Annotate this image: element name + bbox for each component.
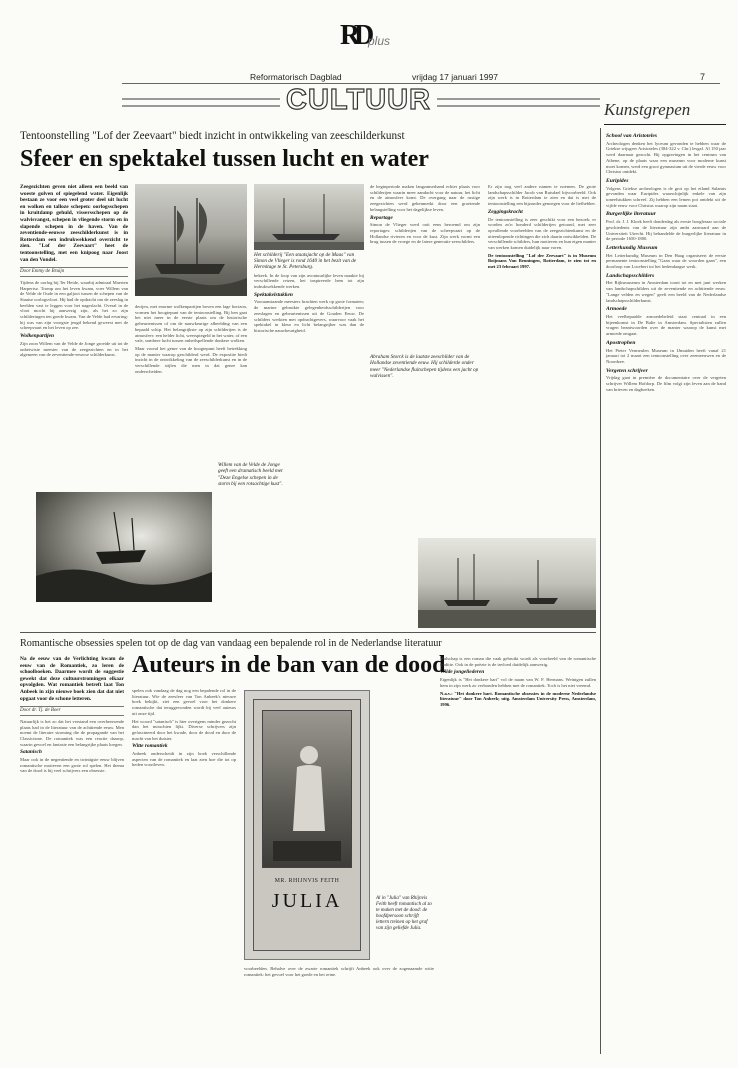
- sidebar-title-landschapsschilders: Landschapsschilders: [606, 272, 655, 279]
- painting-zeegezicht: [254, 184, 364, 250]
- logo-d: D: [354, 20, 375, 51]
- article1-col5-text2: De tentoonstelling is zeer geschikt voor een bezoek: er worden zo'n honderd schilderijen getoond, met zeer opvallende voorbeelden van de zeegezichtenkunst en de uiteenlopende richtingen die zich daarin ontwikkelden. De verschillende schilders, hun motieven en hun eigen manier van werken komen duidelijk naar voren.: [488, 216, 596, 251]
- article1-col5: [488, 184, 596, 404]
- masthead: [0, 0, 738, 130]
- paper-name: Reformatorisch Dagblad: [250, 72, 342, 82]
- book-cover-julia: [244, 690, 370, 960]
- article1-col4-text: de beginperiode maken langzamerhand echter plaats voor schilderijen waarin meer aandacht voor de natuur, het licht en de atmosfeer komt. De overgang naar de rustige zeegezichten werd gekenmerkt door een groeiende belangstelling voor het dagelijkse leven.: [370, 184, 480, 212]
- section-bar: [122, 86, 600, 118]
- article2-col4: [440, 656, 596, 1051]
- article1-col4-text2: Simon de Vlieger werd ooit eens beroemd om zijn reportages: schilderijen van de scheepvaart op de Hollandse rivieren en voor de kust. Zijn werk vormt een brug tussen de vroege en de latere generatie zeeschilders.: [370, 222, 480, 245]
- article-separator: [20, 632, 596, 633]
- painting-storm: [36, 492, 212, 602]
- sidebar-text-euripides: Volgens Griekse archeologen is de grot op het eiland Salamis gevonden waar Euripides waarschijnlijk enkele van zijn toneelstukken schreef. Zij hebben een lemen pot ontdekt uit de vijfde eeuw voor Christus waarop zijn naam staat.: [606, 185, 726, 208]
- sidebar-divider: [600, 128, 601, 1054]
- sidebar-title-vergeten-schrijver: Vergeten schrijver: [606, 367, 648, 374]
- article2-col1-text: Natuurlijk is het zo dat het verstand een overheersende plaats had in de literatuur van de achttiende eeuw. Men noemt de literaire stroming die de propagande van het Classicisme. De romantiek was een reactie daarop, waarin gevoel en fantasie een belangrijke plaats kregen.: [20, 718, 124, 747]
- logo: [340, 20, 400, 58]
- logo-plus: plus: [368, 34, 391, 48]
- article2-col3-text: voorbeelden. Behalve over de zwarte romantiek schrijft Anbeek ook over de zogenaamde witte romantiek: het gevoel voor het goede en het reine.: [244, 966, 434, 977]
- article1-sub-spektakelstukken: Spektakelstukken: [254, 291, 293, 298]
- article1-sub-zeggingskracht: Zeggingskracht: [488, 208, 523, 215]
- article1-caption-storm: Willem van de Velde de Jonge geeft een dramatisch beeld met "Deze Engelse schepen in de storm bij een rotsachtige kust".: [218, 462, 283, 488]
- figure-illustration: [263, 711, 351, 867]
- article1-col2-text2: Maar vooral het genre van de hoogtepunt heeft betrekking op de manier waarop geschilderd werd. De expositie biedt inzicht in de ontwikkeling van de zeeschilderkunst en in de verschillende stijlen die men in dat genre kan onderscheiden.: [135, 345, 247, 374]
- article2-col2: [132, 688, 236, 1051]
- book-cover-title: JULIA: [271, 890, 343, 912]
- sidebar-title-burgerlijke-literatuur: Burgerlijke literatuur: [606, 211, 656, 218]
- article1-col4: [370, 184, 480, 344]
- article2-col4-text2: Eigenlijk is "Het donkere hart" vol de naam van W. F. Hermans. Weinigen zullen hem in zijn werk zo verbonden hebben met de romantiek. Toch is het niet vreemd.: [440, 677, 596, 688]
- ship-illustration: [254, 184, 364, 250]
- painting-fluitschepen: [418, 538, 596, 628]
- article1-sub-wolkenpartijen: Wolkenpartijen: [20, 333, 55, 340]
- article1-col1-text2: Zijn zoon Willem van de Velde de Jonge groeide uit tot de onbetwiste meester van de zeegezichten en in het algemeen van de zeventiende-eeuwse schilderkunst.: [20, 340, 128, 358]
- article-romantiek: [20, 634, 596, 1054]
- ship-illustration: [418, 538, 596, 628]
- article1-byline: Door Emmy de Bruijn: [20, 267, 128, 277]
- ship-illustration: [36, 492, 212, 602]
- sidebar-text-burgerlijke-literatuur: Prof. dr. J. J. Kloek heeft donderdag als eerste hoogleraar sociale geschiedenis van de literatuur zijn ambt aanvaard aan de Universiteit Utrecht. Hij behandelde de burgerlijke literatuur in de periode 1650-1800.: [606, 219, 726, 242]
- page-number: 7: [700, 72, 706, 82]
- book-cover-author: MR. RHIJNVIS FEITH: [274, 878, 340, 884]
- sidebar-text-armoede: Het veelbepaalde armoedebeleid staat centraal in een bijeenkomst in De Balie in Amsterdam. Specialisten zullen vragen beantwoorden over de manier waarop de kunst met armoede omgaat.: [606, 313, 726, 337]
- article1-col1: [20, 184, 128, 489]
- sidebar-text-aristoteles: Archeologen denken het lyceum gevonden te hebben waar de Griekse wijsgeer Aristoteles (384-322 v. Chr.) lesgaf. Al 150 jaar werd daarnaar gezocht. Bij opgravingen in het centrum van Athene, op de plaats waar een museum voor moderne kunst moet komen, werd een groot gymnasium uit de vierde eeuw voor Christus ontdekt.: [606, 140, 726, 175]
- article-zeevaart: [20, 128, 596, 628]
- article1-col2: [135, 304, 247, 426]
- article1-col2-text: derijen, met enorme wolkenpartijen boven een lage horizon, vormen het hoogtepunt van de tentoonstelling. Bij hen gaat het niet meer in de eerste plaats om de historische gebeurtenissen of om de nauwkeurige afbeelding van een bepaald schip. Het belangrijkste op zijn schilderijen is de atmosfeer: een helder licht, weerspiegeld in het water, of een vale, sombere lucht tussen onheilspellende donkere wolken.: [135, 304, 247, 344]
- article2-col1: [20, 656, 124, 1051]
- article1-col5-text: Er zijn nog veel andere namen te noemen. De grote landschapsschilder Jacob van Ruisdael bijvoorbeeld. Ook zijn werk is in Rotterdam te zien en dat is met de tentoonstelling een bijzonder genoegen voor de liefhebber.: [488, 184, 596, 207]
- article2-col1-text2: Maar ook in de negentiende en twintigste eeuw blijven romantische motieven een grote rol spelen. Het thema van de dood is bij veel schrijvers een obsessie.: [20, 757, 124, 774]
- article2-sub-satanisch: Satanisch: [20, 749, 42, 756]
- article1-caption-storck: Abraham Storck is de laatste zeeschilder van de Hollandse zeventiende eeuw. Hij schilderde onder meer "Nederlandse fluitschepen tijdens een jacht op walvissen".: [370, 354, 479, 380]
- article1-col3-text2: Vooraanstaande meesters brachten werk op grote formaten; de marine gebruikte gelegenheidsschilderijen voor zeeslagen en gebeurtenissen uit de Gouden Eeuw. De schilders werkten met opdrachtgevers, waarvoor vaak het spektakel in kleur en licht belangrijker was dan de historische nauwkeurigheid.: [254, 299, 364, 333]
- article2-col3: [244, 966, 434, 1051]
- article2-book-info: N.a.v.: "Het donkere hart. Romantische obsessies in de moderne Nederlandse literatuur" door Ton Anbeek; uitg. Amsterdam University Press, Amsterdam, 1996.: [440, 690, 596, 707]
- article1-col3: [254, 252, 364, 492]
- sidebar-title-euripides: Euripides: [606, 177, 629, 184]
- article1-headline: Sfeer en spektakel tussen lucht en water: [20, 146, 429, 172]
- book-cover-frame: [253, 699, 361, 951]
- article1-exhibition-info: De tentoonstelling "Lof der Zeevaart" is in Museum Boijmans Van Beuningen, Rotterdam, te zien tot en met 23 februari 1997.: [488, 252, 596, 270]
- article2-lead: Na de eeuw van de Verlichting kwam de eeuw van de Romantiek, zo leren de schoolboeken. Daarmee wordt de suggestie gewekt dat deze cultuurstromingen elkaar opvolgden. Wat romantiek betreft laat Ton Anbeek in zijn nieuwe boek zien dat dat niet opgaat voor de schone letteren.: [20, 656, 124, 702]
- sidebar-text-vergeten-schrijver: Vrijdag gaat in première de documentaire over de vergeten schrijver Willem Hofdorp. De film volgt zijn leven aan de hand van brieven en dagboeken.: [606, 375, 726, 392]
- side-section-rule: [604, 124, 726, 125]
- sidebar-title-apostrophen: Apostrophen: [606, 339, 636, 346]
- book-cover-engraving: [262, 710, 352, 868]
- side-section-title: Kunstgrepen: [604, 100, 691, 119]
- article2-sub-wilde-jongeliederen: Wilde jongeliederen: [440, 669, 485, 676]
- article1-caption-staatsjacht: Het schilderij "Een staatsjacht op de Maas" van Simon de Vlieger is rond 1640 in het bezit van de Hermitage te St. Petersburg.: [254, 252, 357, 271]
- article1-lead: Zeegezichten geven niet alleen een beeld van woeste golven of spiegelend water. Eigenlijk bestaan ze voor een veel groter deel uit lucht en wolken en talloze schepen: oorlogsschepen in kruitdamp gehuld, vissersschepen op de walvisvangst, schepen in vliegende storm en in slapende schepen in de haven. Van de zeventiende-eeuwse zeeschilderkunst is in Rotterdam een indrukwekkend overzicht te zien. "Lof der Zeevaart" heet de tentoonstelling, met een knipoog naar Joost van den Vondel.: [20, 184, 128, 263]
- sidebar-text-landschapsschilders: Het Rijksmuseum in Amsterdam toont tot en met juni werken van landschapschilders uit de zeventiende en achttiende eeuw. "Lange velden en wegen" geeft een beeld van de Nederlandse landschapsschilderkunst.: [606, 280, 726, 303]
- ship-illustration: [135, 184, 247, 296]
- sidebar-text-apostrophen: Het Pieter Vermeulen Museum in IJmuiden heeft vanaf 21 januari tot 2 maart een tentoonstelling over zeemeeuwen en de Noordzee.: [606, 347, 726, 364]
- paper-date: vrijdag 17 januari 1997: [412, 72, 499, 82]
- article2-caption: Al in "Julia" van Rhijnvis Feith heeft romantisch al zo te maken met de dood: de hoofdpersoon schrijft lettern treinen op het graf van zijn geliefde Julia.: [376, 896, 432, 931]
- logo-r: R: [340, 20, 358, 51]
- article1-kicker: Tentoonstelling "Lof der Zeevaart" biedt inzicht in ontwikkeling van zeeschilderkunst: [20, 130, 405, 142]
- sidebar-text-letterkundig-museum: Het Letterkundig Museum in Den Haag organiseert de eerste permanente tentoonstelling "Gaan waar de woorden gaan", een doorloop van Lucebert tot het hedendaagse werk.: [606, 252, 726, 270]
- article2-byline: Door dr. Tj. de Boer: [20, 706, 124, 716]
- article2-sub-witte-romantiek: Witte romantiek: [132, 743, 168, 750]
- article2-col2-text: spelen ook vandaag de dag nog een bepalende rol in de literatuur. Wie de zeesfeer van Ton Anbeek's nieuwe boek bekijkt, ziet een gevoel voor het donkere romantische dat teruggevonden wordt bij veel auteurs uit onze tijd.: [132, 688, 236, 716]
- article1-col3-text: bekeek. In de loop van zijn avontuurlijke leven maakte hij verschillende reizen, het inspireerde hem tot zijn indrukwekkende werken.: [254, 272, 364, 290]
- article2-col2-text3: Anbeek onderscheidt in zijn boek verschillende aspecten van de romantiek en laat zien hoe die tot op heden voortleven.: [132, 751, 236, 768]
- article2-headline: Auteurs in de ban van de dood: [132, 652, 446, 678]
- article1-col1-text: Tijdens de oorlog bij Ter Heide, waarbij admiraal Maerten Harpertsz. Tromp om het leven kwam, voer Willem van de Velde de Oude in een galjoot tussen de schepen van de Staatse oorlogsvloot. Hij had de opdracht om de zeeslag in beelden vast te leggen voor het nageslacht. Overal in de vloot mocht hij aanwezig zijn, als het zo zijn schilderingen ten goede kwam. Van de Velde had ervaring: hij was van zijn vroegste jeugd bekend geweest met de scheepvaart en het leven op zee.: [20, 279, 128, 331]
- sidebar-kunstgrepen: [606, 130, 726, 1052]
- painting-staatsjacht: [135, 184, 247, 296]
- article2-col4-text: Walschap is een roman die vaak gebruikt wordt als voorbeeld van de romantische traditie. Ook in de poëzie is de invloed duidelijk aanwezig.: [440, 656, 596, 667]
- sidebar-title-aristoteles: School van Aristoteles: [606, 133, 658, 139]
- article2-kicker: Romantische obsessies spelen tot op de dag van vandaag een bepalende rol in de Nederlandse literatuur: [20, 638, 442, 649]
- sidebar-title-letterkundig-museum: Letterkundig Museum: [606, 244, 658, 251]
- article1-sub-reportage: Reportage: [370, 214, 393, 221]
- section-title: CULTUUR: [280, 84, 437, 117]
- sidebar-title-armoede: Armoede: [606, 306, 627, 313]
- article2-col2-text2: Het woord "satanisch" is hier overigens minder gezocht dan het misschien lijkt. Diverse schrijvers zijn gefascineerd door het kwade, door de dood en door de macht van het duister.: [132, 718, 236, 741]
